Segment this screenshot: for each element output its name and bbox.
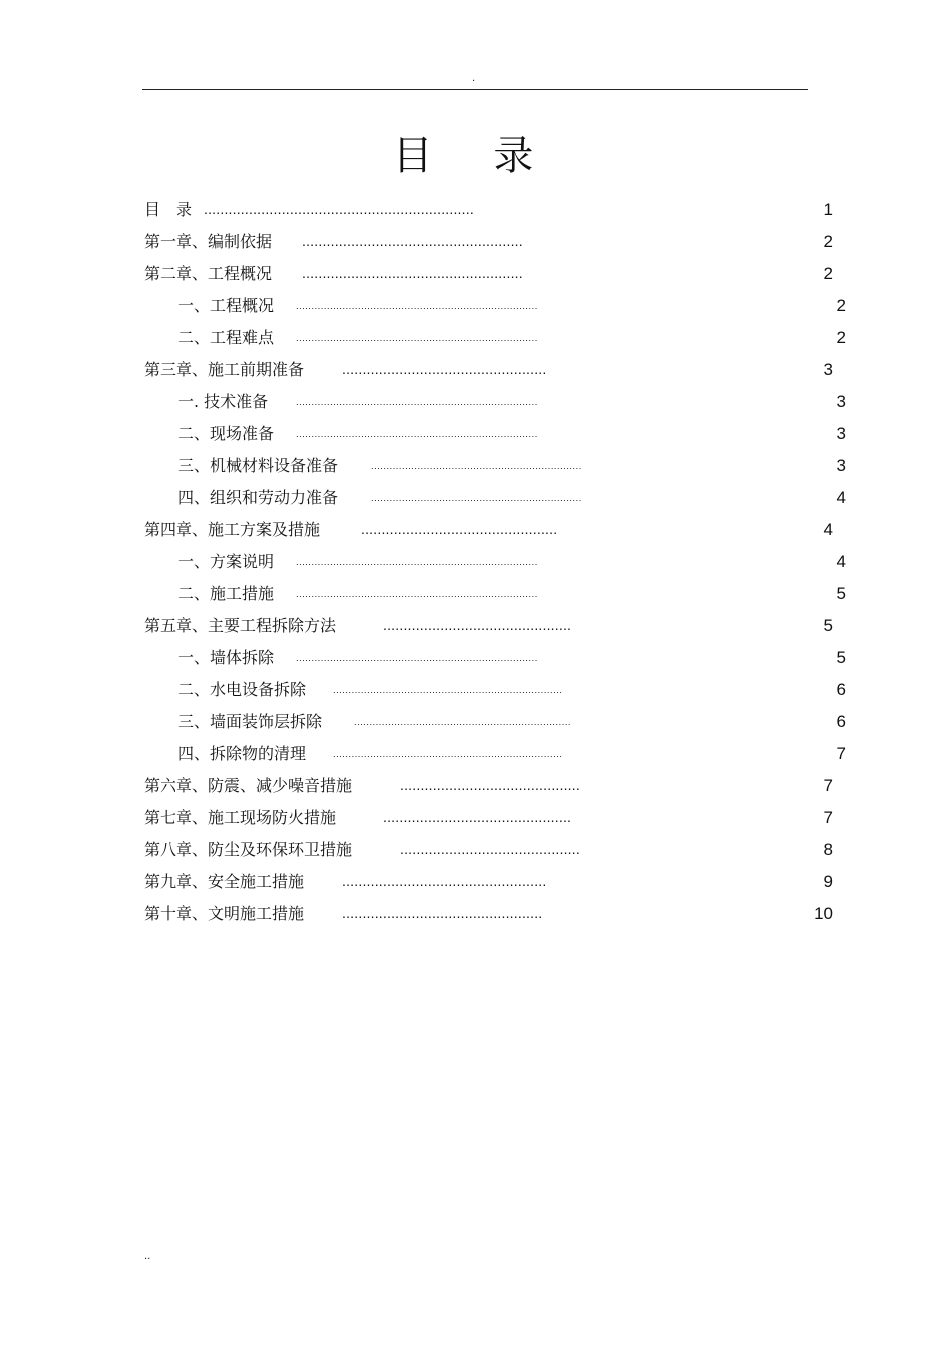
toc-entry-label: 四、拆除物的清理 bbox=[178, 744, 307, 763]
toc-entry[interactable] bbox=[0, 547, 950, 577]
toc-entry-page-number: 9 bbox=[823, 872, 833, 891]
toc-entry-page-number: 5 bbox=[836, 648, 846, 667]
footer-dots: .. bbox=[144, 1251, 151, 1262]
header-rule bbox=[142, 89, 808, 90]
toc-entry-leader: ............................................ bbox=[400, 841, 580, 857]
toc-entry-page-number: 2 bbox=[836, 328, 846, 347]
toc-entry-page-number: 4 bbox=[823, 520, 833, 539]
toc-entry[interactable] bbox=[0, 355, 950, 385]
toc-entry-page-number: 5 bbox=[823, 616, 833, 635]
toc-entry-leader: ............................................ bbox=[400, 777, 580, 793]
toc-entry-page-number: 10 bbox=[814, 904, 833, 923]
toc-entry[interactable] bbox=[0, 771, 950, 801]
toc-entry[interactable] bbox=[0, 291, 950, 321]
toc-entry-leader: .............................................................................. bbox=[296, 557, 538, 567]
toc-entry-page-number: 6 bbox=[836, 680, 846, 699]
toc-entry[interactable] bbox=[0, 611, 950, 641]
toc-entry-page-number: 2 bbox=[836, 296, 846, 315]
toc-entry-label: 四、组织和劳动力准备 bbox=[178, 488, 339, 507]
toc-entry[interactable] bbox=[0, 259, 950, 289]
toc-entry-leader: .............................................................................. bbox=[296, 429, 538, 439]
toc-entry-leader: ...................................................... bbox=[302, 265, 523, 281]
toc-entry-label: 二、现场准备 bbox=[178, 424, 275, 443]
toc-entry-page-number: 6 bbox=[836, 712, 846, 731]
toc-entry-label: 第九章、安全施工措施 bbox=[144, 872, 305, 891]
toc-entry[interactable] bbox=[0, 835, 950, 865]
toc-entry-page-number: 4 bbox=[836, 552, 846, 571]
toc-entry-label: 第二章、工程概况 bbox=[144, 264, 273, 283]
toc-entry-label: 目 录 bbox=[144, 200, 193, 219]
toc-entry[interactable] bbox=[0, 419, 950, 449]
toc-entry-label: 第八章、防尘及环保环卫措施 bbox=[144, 840, 353, 859]
toc-entry-leader: .............................................................................. bbox=[296, 333, 538, 343]
toc-entry-label: 第五章、主要工程拆除方法 bbox=[144, 616, 337, 635]
toc-entry[interactable] bbox=[0, 227, 950, 257]
toc-entry-page-number: 2 bbox=[823, 264, 833, 283]
page-title: 目 录 bbox=[392, 133, 558, 179]
toc-entry-leader: .................................................................... bbox=[371, 461, 582, 471]
toc-entry-page-number: 3 bbox=[836, 392, 846, 411]
toc-entry[interactable] bbox=[0, 515, 950, 545]
toc-entry-label: 第一章、编制依据 bbox=[144, 232, 273, 251]
toc-entry-leader: ................................................ bbox=[361, 521, 558, 537]
toc-entry[interactable] bbox=[0, 643, 950, 673]
toc-entry[interactable] bbox=[0, 739, 950, 769]
toc-entry-page-number: 3 bbox=[823, 360, 833, 379]
toc-entry-page-number: 7 bbox=[836, 744, 846, 763]
toc-entry[interactable] bbox=[0, 387, 950, 417]
toc-entry-label: 第四章、施工方案及措施 bbox=[144, 520, 321, 539]
toc-entry-label: 第十章、文明施工措施 bbox=[144, 904, 305, 923]
toc-entry-leader: ...................................................................... bbox=[354, 717, 572, 727]
toc-entry[interactable] bbox=[0, 323, 950, 353]
toc-entry-leader: .............................................. bbox=[383, 617, 572, 633]
toc-entry-page-number: 3 bbox=[836, 424, 846, 443]
toc-entry-label: 一. 技术准备 bbox=[178, 392, 269, 411]
toc-entry[interactable] bbox=[0, 803, 950, 833]
toc-entry-page-number: 5 bbox=[836, 584, 846, 603]
toc-entry[interactable] bbox=[0, 675, 950, 705]
toc-entry-label: 二、工程难点 bbox=[178, 328, 275, 347]
toc-entry-leader: .......................................................................... bbox=[333, 749, 563, 759]
toc-entry-leader: .............................................................................. bbox=[296, 653, 538, 663]
toc-entry[interactable] bbox=[0, 451, 950, 481]
toc-entry-leader: .................................................. bbox=[342, 873, 547, 889]
toc-entry[interactable] bbox=[0, 707, 950, 737]
toc-entry-leader: ................................................. bbox=[342, 905, 543, 921]
toc-entry-leader: .......................................................................... bbox=[333, 685, 563, 695]
toc-entry-leader: .............................................................................. bbox=[296, 589, 538, 599]
toc-entry[interactable] bbox=[0, 899, 950, 929]
header-dot: . bbox=[472, 73, 476, 84]
toc-entry-label: 一、方案说明 bbox=[178, 552, 275, 571]
toc-entry-page-number: 4 bbox=[836, 488, 846, 507]
toc-entry-leader: .............................................. bbox=[383, 809, 572, 825]
toc-entry-label: 一、工程概况 bbox=[178, 296, 275, 315]
toc-entry-page-number: 3 bbox=[836, 456, 846, 475]
toc-entry-label: 第三章、施工前期准备 bbox=[144, 360, 305, 379]
toc-entry-leader: .................................................. bbox=[342, 361, 547, 377]
toc-entry[interactable] bbox=[0, 579, 950, 609]
toc-entry-leader: .............................................................................. bbox=[296, 301, 538, 311]
toc-entry-label: 二、施工措施 bbox=[178, 584, 275, 603]
toc-entry-label: 第七章、施工现场防火措施 bbox=[144, 808, 337, 827]
toc-entry-page-number: 2 bbox=[823, 232, 833, 251]
toc-entry-label: 第六章、防震、减少噪音措施 bbox=[144, 776, 353, 795]
toc-entry[interactable] bbox=[0, 483, 950, 513]
toc-entry[interactable] bbox=[0, 195, 950, 225]
toc-entry-page-number: 8 bbox=[823, 840, 833, 859]
toc-entry-page-number: 1 bbox=[823, 200, 833, 219]
toc-entry-leader: .................................................................. bbox=[204, 201, 474, 217]
toc-entry-page-number: 7 bbox=[823, 776, 833, 795]
toc-entry-label: 一、墙体拆除 bbox=[178, 648, 275, 667]
toc-entry-leader: .............................................................................. bbox=[296, 397, 538, 407]
toc-entry-leader: ...................................................... bbox=[302, 233, 523, 249]
toc-entry[interactable] bbox=[0, 867, 950, 897]
toc-entry-label: 二、水电设备拆除 bbox=[178, 680, 307, 699]
toc-entry-page-number: 7 bbox=[823, 808, 833, 827]
toc-entry-leader: .................................................................... bbox=[371, 493, 582, 503]
toc-entry-label: 三、墙面装饰层拆除 bbox=[178, 712, 323, 731]
toc-entry-label: 三、机械材料设备准备 bbox=[178, 456, 339, 475]
